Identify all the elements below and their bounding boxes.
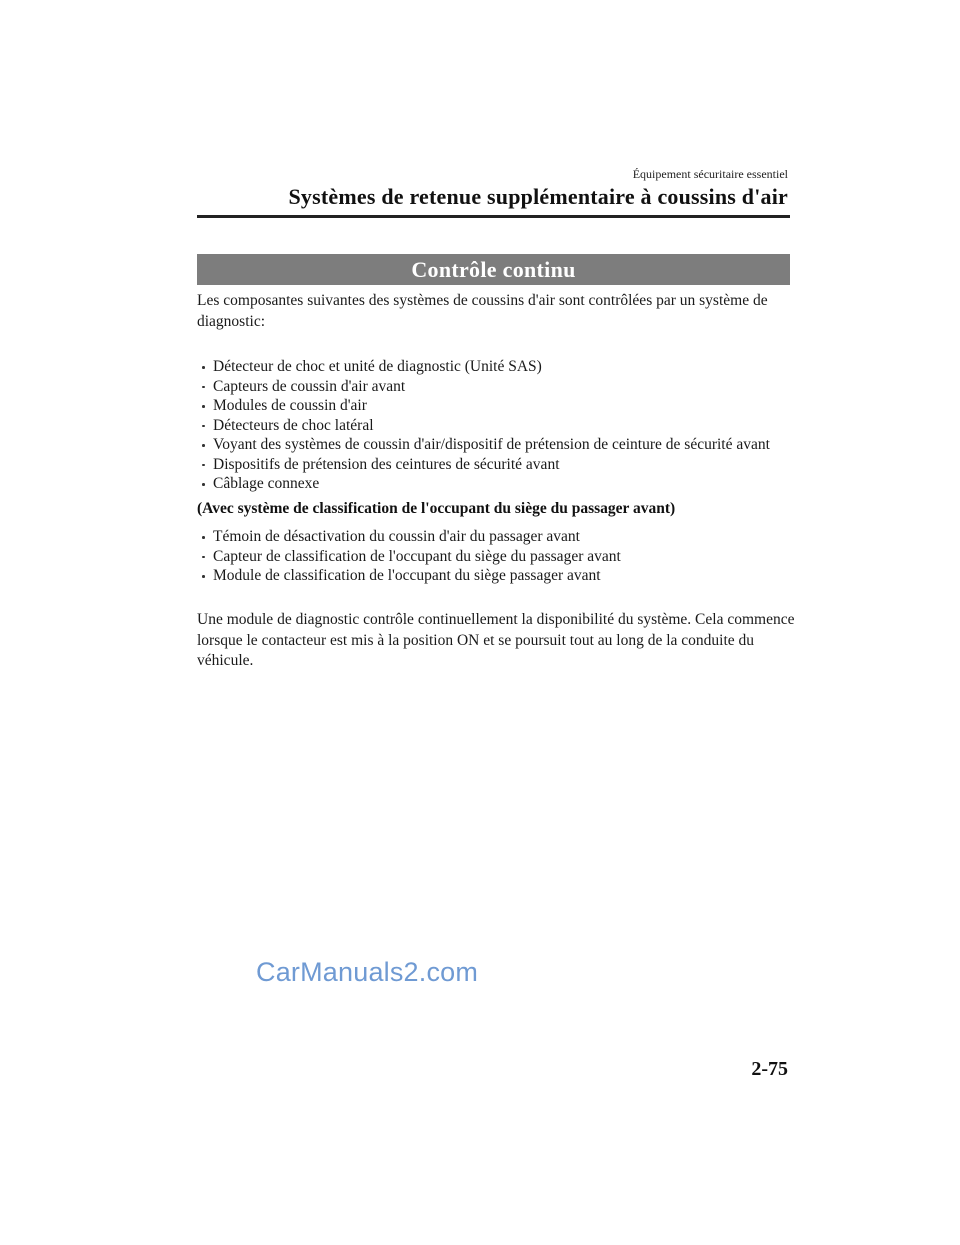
- bullet-icon: [202, 575, 205, 578]
- list-item: [199, 566, 799, 586]
- bullet-icon: [202, 464, 205, 467]
- list-item: [199, 377, 799, 397]
- list-item: [199, 474, 799, 494]
- list-item: [199, 435, 799, 455]
- list-item-text: Câblage connexe: [213, 475, 320, 492]
- list-item-text: Détecteur de choc et unité de diagnostic (Unité SAS): [213, 358, 542, 375]
- list-item-text: Détecteurs de choc latéral: [213, 416, 374, 434]
- chapter-label: Équipement sécuritaire essentiel: [632, 167, 788, 181]
- list-item-text: Voyant des systèmes de coussin d'air/dispositif de prétension de ceinture de sécurité avant: [213, 436, 770, 453]
- list-item-text: Module de classification de l'occupant du siège passager avant: [213, 567, 601, 584]
- list-item-text: Capteurs de coussin d'air avant: [213, 377, 406, 395]
- list-item: [199, 396, 799, 416]
- bullet-icon: [202, 536, 205, 539]
- bullet-icon: [202, 386, 205, 389]
- component-list: [199, 357, 799, 494]
- subheading: (Avec système de classification de l'occupant du siège du passager avant): [197, 500, 676, 517]
- bullet-icon: [202, 483, 205, 486]
- watermark-link[interactable]: CarManuals2.com: [256, 957, 479, 987]
- page-number: 2-75: [751, 1058, 788, 1080]
- list-item-text: Capteur de classification de l'occupant du siège du passager avant: [213, 547, 621, 565]
- list-item: [199, 527, 799, 547]
- bullet-icon: [202, 405, 205, 408]
- list-item: [199, 416, 799, 436]
- bullet-icon: [202, 366, 205, 369]
- intro-paragraph: Les composantes suivantes des systèmes de coussins d'air sont contrôlées par un système de diagnostic:: [197, 292, 768, 330]
- page-heading: Contrôle continu: [411, 256, 576, 282]
- outro-paragraph: Une module de diagnostic contrôle continuellement la disponibilité du système. Cela commence lorsque le contacteur est mis à la position ON et se poursuit tout au long de la conduite du véhicule.: [197, 611, 795, 669]
- heading-bar: [197, 254, 790, 285]
- list-item: [199, 455, 799, 475]
- bullet-icon: [202, 556, 205, 559]
- bullet-icon: [202, 444, 205, 447]
- header-rule: [197, 215, 790, 218]
- list-item-text: Dispositifs de prétension des ceintures de sécurité avant: [213, 455, 560, 473]
- occupant-component-list: [199, 527, 799, 586]
- list-item-text: Modules de coussin d'air: [213, 397, 367, 414]
- section-title: Systèmes de retenue supplémentaire à coussins d'air: [288, 184, 788, 209]
- list-item: [199, 547, 799, 567]
- list-item: [199, 357, 799, 377]
- list-item-text: Témoin de désactivation du coussin d'air du passager avant: [213, 528, 580, 545]
- bullet-icon: [202, 425, 205, 428]
